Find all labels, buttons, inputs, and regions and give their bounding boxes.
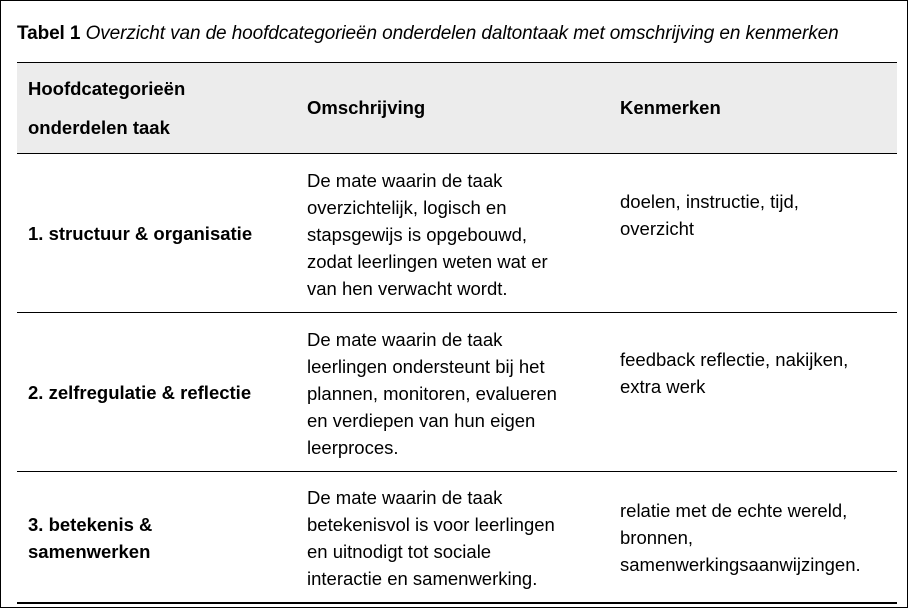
row-features [620, 497, 895, 578]
row-features-line: samenwerkingsaanwijzingen. [620, 554, 861, 575]
row-description-line: stapsgewijs is opgebouwd, [307, 224, 528, 245]
row-description-line: De mate waarin de taak [307, 487, 503, 508]
row-description-line: leerproces. [307, 437, 399, 458]
row-description-line: van hen verwacht wordt. [307, 278, 508, 299]
header-features: Kenmerken [620, 97, 721, 118]
row-features [620, 346, 895, 400]
header-category-line: Hoofdcategorieën [28, 78, 186, 99]
row-description [307, 326, 592, 461]
row-features-line: overzicht [620, 218, 695, 239]
row-category-line: 2. zelfregulatie & reflectie [28, 382, 252, 403]
caption-text: Overzicht van de hoofdcategorieën onderdelen daltontaak met omschrijving en kenmerken [85, 23, 839, 44]
row-description-line: betekenisvol is voor leerlingen [307, 514, 555, 535]
row-category-line: 3. betekenis & [28, 514, 153, 535]
row-features-line: extra werk [620, 376, 706, 397]
row-description [307, 484, 592, 592]
row-description-line: De mate waarin de taak [307, 329, 503, 350]
row-features [620, 188, 895, 242]
row-divider [17, 471, 897, 472]
caption-label: Tabel 1 [17, 23, 81, 44]
table-caption [17, 23, 839, 45]
table-bottom-rule [17, 602, 897, 604]
row-features-line: feedback reflectie, nakijken, [620, 349, 849, 370]
row-category [28, 379, 298, 406]
row-category [28, 220, 298, 247]
header-description: Omschrijving [307, 97, 426, 118]
row-description-line: plannen, monitoren, evalueren [307, 383, 557, 404]
row-description-line: De mate waarin de taak [307, 170, 503, 191]
row-description-line: en verdiepen van hun eigen [307, 410, 536, 431]
row-features-line: relatie met de echte wereld, [620, 500, 848, 521]
row-description-line: leerlingen ondersteunt bij het [307, 356, 545, 377]
row-description-line: zodat leerlingen weten wat er [307, 251, 548, 272]
row-description-line: en uitnodigt tot sociale [307, 541, 492, 562]
header-category [28, 69, 298, 147]
row-category-line: 1. structuur & organisatie [28, 223, 253, 244]
row-description [307, 167, 592, 302]
row-divider [17, 312, 897, 313]
header-category-line: onderdelen taak [28, 117, 170, 138]
header-bottom-rule [17, 153, 897, 154]
row-description-line: interactie en samenwerking. [307, 568, 538, 589]
row-features-line: doelen, instructie, tijd, [620, 191, 799, 212]
row-description-line: overzichtelijk, logisch en [307, 197, 507, 218]
row-category-line: samenwerken [28, 541, 151, 562]
row-features-line: bronnen, [620, 527, 694, 548]
row-category [28, 511, 298, 565]
